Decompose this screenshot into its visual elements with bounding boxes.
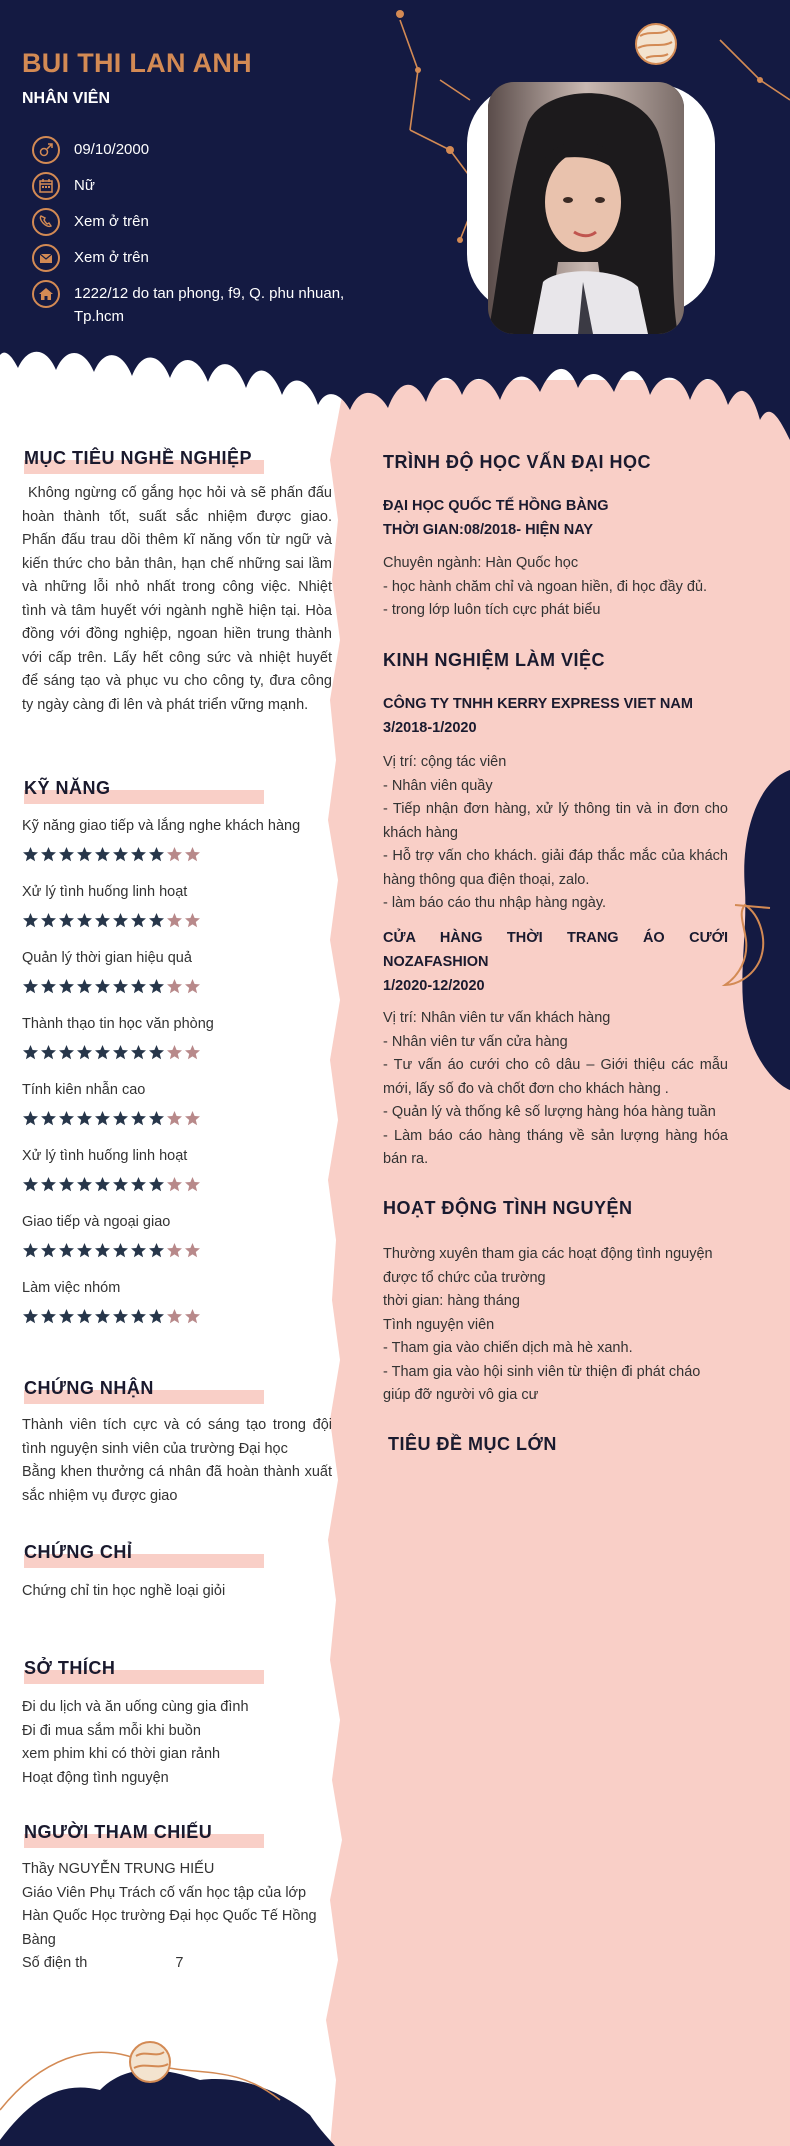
star-filled-icon <box>76 912 93 929</box>
star-filled-icon <box>94 846 111 863</box>
reference-line: Giáo Viên Phụ Trách cố vấn học tập của lớp Hàn Quốc Học trường Đại học Quốc Tế Hồng Bàng <box>22 1884 317 1948</box>
star-filled-icon <box>94 1176 111 1193</box>
certificate-line: Thành viên tích cực và có sáng tạo trong đội tình nguyện sinh viên của trường Đại học <box>22 1417 332 1457</box>
career-goal-text: Không ngừng cố gắng học hỏi và sẽ phấn đấu hoàn thành tốt, suất sắc nhiệm được giao. Phấn đấu trau dồi thêm kĩ năng vốn từ ngữ và kiến thức cho bản thân, hạn chế những sai lầm và những lỗi nhỏ nhất trong công việc. Nhiệt tình và tâm huyết với ngành nghề hiện tại. Hòa đồng với đồng nghiệp, ngoan hiền trung thành với cấp trên. Lấy hết công sức và nhiệt huyết để sáng tạo và phục vu cho công ty, đưa công ty ngày càng đi lên và phát triển vững mạnh. <box>22 485 332 713</box>
star-filled-icon <box>148 912 165 929</box>
star-empty-icon <box>166 1110 183 1127</box>
star-filled-icon <box>76 1044 93 1061</box>
star-filled-icon <box>148 1044 165 1061</box>
gender-icon <box>32 136 60 164</box>
star-empty-icon <box>184 1308 201 1325</box>
skill-rating <box>22 978 332 995</box>
contact-gender <box>32 172 362 200</box>
certs-heading: CHỨNG CHỈ <box>24 1542 132 1563</box>
certificates-text <box>22 1414 332 1508</box>
contact-text: 09/10/2000 <box>74 141 150 158</box>
skill-item <box>22 818 332 863</box>
skill-name: Tính kiên nhẫn cao <box>22 1082 146 1098</box>
star-filled-icon <box>40 1044 57 1061</box>
contact-address <box>32 280 362 328</box>
star-empty-icon <box>184 1242 201 1259</box>
skill-item <box>22 1016 332 1061</box>
star-filled-icon <box>130 1308 147 1325</box>
email-icon <box>32 244 60 272</box>
education-school: ĐẠI HỌC QUỐC TẾ HỒNG BÀNG THỜI GIAN:08/2018- HIỆN NAY <box>383 498 609 538</box>
star-filled-icon <box>40 912 57 929</box>
star-empty-icon <box>166 978 183 995</box>
star-filled-icon <box>22 1110 39 1127</box>
star-filled-icon <box>94 978 111 995</box>
star-empty-icon <box>166 1242 183 1259</box>
skill-rating <box>22 1308 332 1325</box>
hobby-line: Đi đi mua sắm mỗi khi buồn <box>22 1722 201 1739</box>
home-icon <box>32 280 60 308</box>
star-empty-icon <box>166 846 183 863</box>
phone-icon <box>32 208 60 236</box>
star-filled-icon <box>148 1308 165 1325</box>
star-filled-icon <box>130 912 147 929</box>
skill-rating <box>22 912 332 929</box>
skill-name: Thành thạo tin học văn phòng <box>22 1016 214 1032</box>
star-filled-icon <box>94 1242 111 1259</box>
star-filled-icon <box>76 846 93 863</box>
star-filled-icon <box>40 978 57 995</box>
star-empty-icon <box>166 912 183 929</box>
star-filled-icon <box>94 912 111 929</box>
star-filled-icon <box>130 1176 147 1193</box>
star-filled-icon <box>76 1308 93 1325</box>
skill-name: Làm việc nhóm <box>22 1280 121 1296</box>
job-1-details: Vị trí: cộng tác viên - Nhân viên quầy - Tiếp nhận đơn hàng, xử lý thông tin và in đơn cho khách hàng - Hỗ trợ vấn cho khách. giải đáp thắc mắc của khách hàng thông qua điện thoại, zalo. - làm báo cáo thu nhập hàng ngày. <box>383 754 728 911</box>
volunteer-heading: HOẠT ĐỘNG TÌNH NGUYỆN <box>383 1198 633 1218</box>
star-filled-icon <box>58 1242 75 1259</box>
star-filled-icon <box>58 1110 75 1127</box>
skill-rating <box>22 1044 332 1061</box>
star-filled-icon <box>22 1242 39 1259</box>
star-filled-icon <box>112 912 129 929</box>
star-empty-icon <box>184 1176 201 1193</box>
star-empty-icon <box>184 912 201 929</box>
star-empty-icon <box>166 1308 183 1325</box>
volunteer-details: Thường xuyên tham gia các hoạt động tình nguyện được tổ chức của trường thời gian: hàng tháng Tình nguyện viên - Tham gia vào chiến dịch mà hè xanh. - Tham gia vào hội sinh viên từ thiện đi phát cháo giúp đỡ người vô gia cư <box>383 1246 713 1403</box>
contact-text: Nữ <box>74 177 95 194</box>
star-empty-icon <box>184 978 201 995</box>
star-filled-icon <box>22 1308 39 1325</box>
reference-line: Thầy NGUYỄN TRUNG HIẾU <box>22 1861 215 1877</box>
extra-heading: TIÊU ĐỀ MỤC LỚN <box>388 1434 557 1454</box>
star-filled-icon <box>40 1110 57 1127</box>
profile-photo <box>488 82 684 334</box>
star-filled-icon <box>148 846 165 863</box>
skill-name: Xử lý tình huống linh hoạt <box>22 884 188 900</box>
star-empty-icon <box>184 846 201 863</box>
star-filled-icon <box>94 1308 111 1325</box>
skill-rating <box>22 1242 332 1259</box>
contact-text: Xem ở trên <box>74 213 149 230</box>
references-text <box>22 1858 332 1976</box>
skill-rating <box>22 846 332 863</box>
skill-item <box>22 884 332 929</box>
job-2-details: Vị trí: Nhân viên tư vấn khách hàng - Nhân viên tư vấn cửa hàng - Tư vấn áo cưới cho cô dâu – Giới thiệu các mẫu mới, lấy số đo và chốt đơn cho khách hàng . - Quản lý và thống kê số lượng hàng hóa hàng tuần - Làm báo cáo hàng tháng về sản lượng hàng hóa bán ra. <box>383 1010 728 1167</box>
skill-rating <box>22 1176 332 1193</box>
hobby-line: Đi du lịch và ăn uống cùng gia đình <box>22 1699 249 1715</box>
star-filled-icon <box>112 1242 129 1259</box>
skill-name: Quản lý thời gian hiệu quả <box>22 950 192 966</box>
star-filled-icon <box>76 978 93 995</box>
star-empty-icon <box>166 1176 183 1193</box>
contact-birthdate <box>32 136 362 164</box>
candidate-role: NHÂN VIÊN <box>22 90 111 107</box>
star-filled-icon <box>58 1308 75 1325</box>
job-2-header: CỬA HÀNG THỜI TRANG ÁO CƯỚI NOZAFASHION 1/2020-12/2020 <box>383 930 728 994</box>
education-details: Chuyên ngành: Hàn Quốc học - học hành chăm chỉ và ngoan hiền, đi học đầy đủ. - trong lớp luôn tích cực phát biểu <box>383 555 708 618</box>
candidate-name: BUI THI LAN ANH <box>22 48 252 78</box>
star-filled-icon <box>112 978 129 995</box>
star-filled-icon <box>130 978 147 995</box>
hobby-line: xem phim khi có thời gian rảnh <box>22 1746 221 1762</box>
star-filled-icon <box>112 1110 129 1127</box>
job-1-header: CÔNG TY TNHH KERRY EXPRESS VIET NAM 3/2018-1/2020 <box>383 696 693 736</box>
skill-item <box>22 1148 332 1193</box>
certificates-heading: CHỨNG NHẬN <box>24 1378 154 1399</box>
skill-rating <box>22 1110 332 1127</box>
star-filled-icon <box>76 1242 93 1259</box>
contact-phone <box>32 208 362 236</box>
star-filled-icon <box>22 912 39 929</box>
contact-text: 1222/12 do tan phong, f9, Q. phu nhuan, Tp.hcm <box>74 285 345 325</box>
star-filled-icon <box>58 1176 75 1193</box>
star-filled-icon <box>130 846 147 863</box>
skill-name: Kỹ năng giao tiếp và lắng nghe khách hàng <box>22 818 301 834</box>
star-empty-icon <box>166 1044 183 1061</box>
star-filled-icon <box>94 1110 111 1127</box>
star-filled-icon <box>58 912 75 929</box>
certificate-line: Bằng khen thưởng cá nhân đã hoàn thành xuất sắc nhiệm vụ được giao <box>22 1464 332 1504</box>
contact-email <box>32 244 362 272</box>
career-goal-heading: MỤC TIÊU NGHỀ NGHIỆP <box>24 448 252 469</box>
contact-text: Xem ở trên <box>74 249 149 266</box>
skills-heading: KỸ NĂNG <box>24 778 111 799</box>
hobby-line: Hoạt động tình nguyện <box>22 1769 169 1786</box>
experience-heading: KINH NGHIỆM LÀM VIỆC <box>383 650 606 670</box>
star-filled-icon <box>112 1176 129 1193</box>
star-empty-icon <box>184 1044 201 1061</box>
star-filled-icon <box>40 1176 57 1193</box>
education-heading: TRÌNH ĐỘ HỌC VẤN ĐẠI HỌC <box>383 452 651 472</box>
reference-phone: Số điện th 7 <box>22 1955 184 1971</box>
star-filled-icon <box>22 1044 39 1061</box>
star-filled-icon <box>112 1308 129 1325</box>
star-filled-icon <box>148 1110 165 1127</box>
star-filled-icon <box>40 846 57 863</box>
star-filled-icon <box>58 978 75 995</box>
skill-name: Giao tiếp và ngoại giao <box>22 1214 171 1230</box>
star-filled-icon <box>148 978 165 995</box>
star-filled-icon <box>76 1110 93 1127</box>
hobbies-heading: SỞ THÍCH <box>24 1658 115 1679</box>
star-filled-icon <box>112 1044 129 1061</box>
hobbies-text <box>22 1696 332 1790</box>
star-filled-icon <box>58 846 75 863</box>
star-filled-icon <box>22 846 39 863</box>
skill-name: Xử lý tình huống linh hoạt <box>22 1148 188 1164</box>
skill-item <box>22 1214 332 1259</box>
star-filled-icon <box>94 1044 111 1061</box>
star-filled-icon <box>58 1044 75 1061</box>
star-filled-icon <box>130 1242 147 1259</box>
references-heading: NGƯỜI THAM CHIẾU <box>24 1822 212 1843</box>
calendar-icon <box>32 172 60 200</box>
cert-line: Chứng chỉ tin học nghề loại giỏi <box>22 1583 226 1599</box>
star-filled-icon <box>40 1242 57 1259</box>
skill-item <box>22 950 332 995</box>
star-filled-icon <box>22 1176 39 1193</box>
star-filled-icon <box>22 978 39 995</box>
footer-decoration <box>0 2020 340 2146</box>
star-filled-icon <box>76 1176 93 1193</box>
star-empty-icon <box>184 1110 201 1127</box>
star-filled-icon <box>112 846 129 863</box>
star-filled-icon <box>148 1242 165 1259</box>
star-filled-icon <box>130 1110 147 1127</box>
skill-item <box>22 1280 332 1325</box>
skill-item <box>22 1082 332 1127</box>
star-filled-icon <box>130 1044 147 1061</box>
certs-text <box>22 1580 332 1604</box>
star-filled-icon <box>148 1176 165 1193</box>
star-filled-icon <box>40 1308 57 1325</box>
